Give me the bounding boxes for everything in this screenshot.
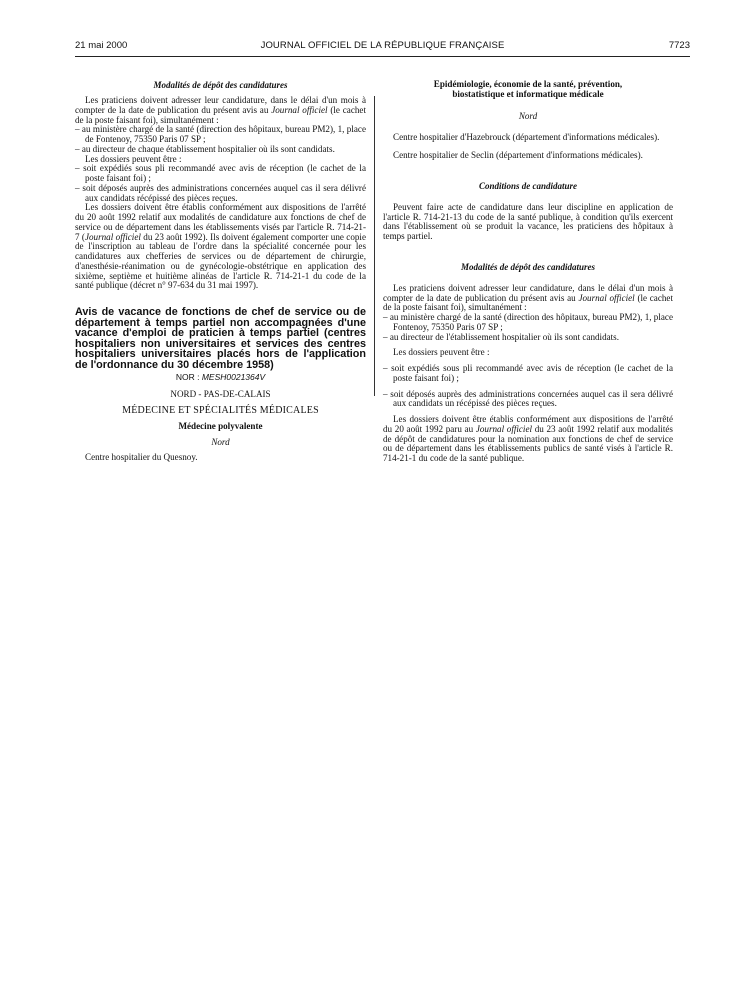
- header-page-number: 7723: [668, 40, 690, 51]
- right-modalites-title: Modalités de dépôt des candidatures: [461, 261, 595, 272]
- right-discipline-title: Epidémiologie, économie de la santé, prévention, biostatistique et informatique médicale: [433, 79, 623, 99]
- nor-label: NOR :: [175, 371, 200, 382]
- right-dash1: – au ministère chargé de la santé (direction des hôpitaux, bureau PM2), 1, place Fontenoy, 75350 Paris 07 SP ;: [383, 312, 673, 332]
- avis-title: Avis de vacance de fonctions de chef de service ou de département à temps partiel non accompagnées d'une vacance d'emploi de praticien à temps partiel (centres hospitaliers non universitaires et services des centres hospitaliers universitaires placés hors de l'application de l'ordonnance du 30 décembre 1958): [75, 306, 366, 371]
- right-conditions-text: Peuvent faire acte de candidature dans leur discipline en application de l'article R. 714-21-13 du code de la santé publique, à condition qu'ils exercent dans l'établissement où se produit la vacance, les praticiens des hôpitaux à temps partiel.: [383, 201, 673, 241]
- right-para2-b: du 23 août 1992 relatif aux modalités de dépôt de candidatures pour la nomination aux fonctions de chef de service ou de département dans les établissements publics de santé visés à l'article R. 714-21-1 du code de la santé publique.: [383, 423, 673, 463]
- right-column: [383, 80, 673, 464]
- left-dash3: – soit expédiés sous pli recommandé avec avis de réception (le cachet de la poste faisant foi) ;: [75, 163, 366, 183]
- left-dossiers: Les dossiers peuvent être :: [85, 153, 182, 164]
- column-divider: [374, 96, 375, 396]
- right-para2: [383, 415, 673, 464]
- right-centre-hazebrouck: Centre hospitalier d'Hazebrouck (département d'informations médicales).: [393, 132, 660, 143]
- left-dash4: – soit déposés auprès des administrations concernées auquel cas il sera délivré aux candidats récépissé des pièces reçues.: [75, 182, 366, 203]
- region-heading: NORD - PAS-DE-CALAIS: [170, 389, 271, 400]
- right-dash2: – au directeur de l'établissement hospitalier où ils sont candidats.: [383, 331, 619, 342]
- header-date: 21 mai 2000: [75, 40, 128, 51]
- centre-quesnoy: Centre hospitalier du Quesnoy.: [85, 452, 198, 463]
- left-para2-a: Les dossiers doivent être établis conformément aux dispositions de l'arrêté du 20 août 1992 relatif aux modalités de candidature aux fonctions de chef de service ou de département dans les établissements visés par l'article R. 714-21-7 (: [75, 202, 366, 242]
- right-dossiers: Les dossiers peuvent être :: [393, 347, 490, 358]
- right-para2-a: Les dossiers doivent être établis conformément aux dispositions de l'arrêté du 20 août 1992 paru au: [383, 414, 673, 434]
- left-dash1: – au ministère chargé de la santé (direction des hôpitaux, bureau PM2), 1, place de Fontenoy, 75350 Paris 07 SP ;: [75, 124, 366, 144]
- header-journal-title: JOURNAL OFFICIEL DE LA RÉPUBLIQUE FRANÇAISE: [260, 40, 505, 51]
- nor-reference: [75, 373, 366, 383]
- left-para2-jo: Journal officiel: [84, 231, 141, 242]
- left-para1-end: (le cachet de la poste faisant foi), simultanément :: [75, 104, 366, 125]
- header-rule: [75, 56, 690, 57]
- nor-value: MESH0021364V: [201, 371, 266, 382]
- right-para1-jo: Journal officiel: [578, 292, 635, 303]
- left-dash2: – au directeur de chaque établissement hospitalier où ils sont candidats.: [75, 143, 335, 154]
- left-para1: [75, 96, 366, 125]
- left-para1-jo: Journal officiel: [271, 104, 328, 115]
- right-para1-end: (le cachet de la poste faisant foi), simultanément :: [383, 292, 673, 313]
- left-modalites-title: Modalités de dépôt des candidatures: [153, 80, 288, 90]
- specialites-heading: MÉDECINE ET SPÉCIALITÉS MÉDICALES: [122, 405, 319, 417]
- right-centre-seclin: Centre hospitalier de Seclin (département d'informations médicales).: [393, 150, 643, 160]
- left-column: [75, 80, 366, 463]
- left-para1-text: Les praticiens doivent adresser leur candidature, dans le délai d'un mois à compter de la date de publication du présent avis au: [75, 95, 366, 115]
- left-para2: [75, 203, 366, 291]
- discipline-heading: Médecine polyvalente: [178, 420, 263, 431]
- right-dash4: – soit déposés auprès des administrations concernées auquel cas il sera délivré aux candidats un récépissé des pièces reçues.: [383, 388, 673, 409]
- page-header: [75, 40, 690, 54]
- right-para1: [383, 284, 673, 313]
- right-departement: Nord: [518, 110, 538, 121]
- left-para2-b: du 23 août 1992). Ils doivent également comporter une copie de l'inscription au tableau de l'ordre dans la spécialité concernée pour les candidatures aux chefferies de services ou de département de chirurgie, d'anesthésie-réanimation ou de gynécologie-obstétrique en application des sixième, septième et huitième alinéas de l'article R. 714-21-1 du code de la santé publique (décret n° 97-634 du 31 mai 1997).: [75, 231, 366, 291]
- right-para2-jo: Journal officiel: [475, 423, 533, 434]
- right-para1-text: Les praticiens doivent adresser leur candidature, dans le délai d'un mois à compter de la date de publication du présent avis au: [383, 282, 673, 303]
- right-conditions-title: Conditions de candidature: [478, 180, 577, 191]
- departement-heading: Nord: [211, 436, 230, 447]
- right-dash3: – soit expédiés sous pli recommandé avec avis de réception (le cachet de la poste faisant foi) ;: [383, 363, 673, 383]
